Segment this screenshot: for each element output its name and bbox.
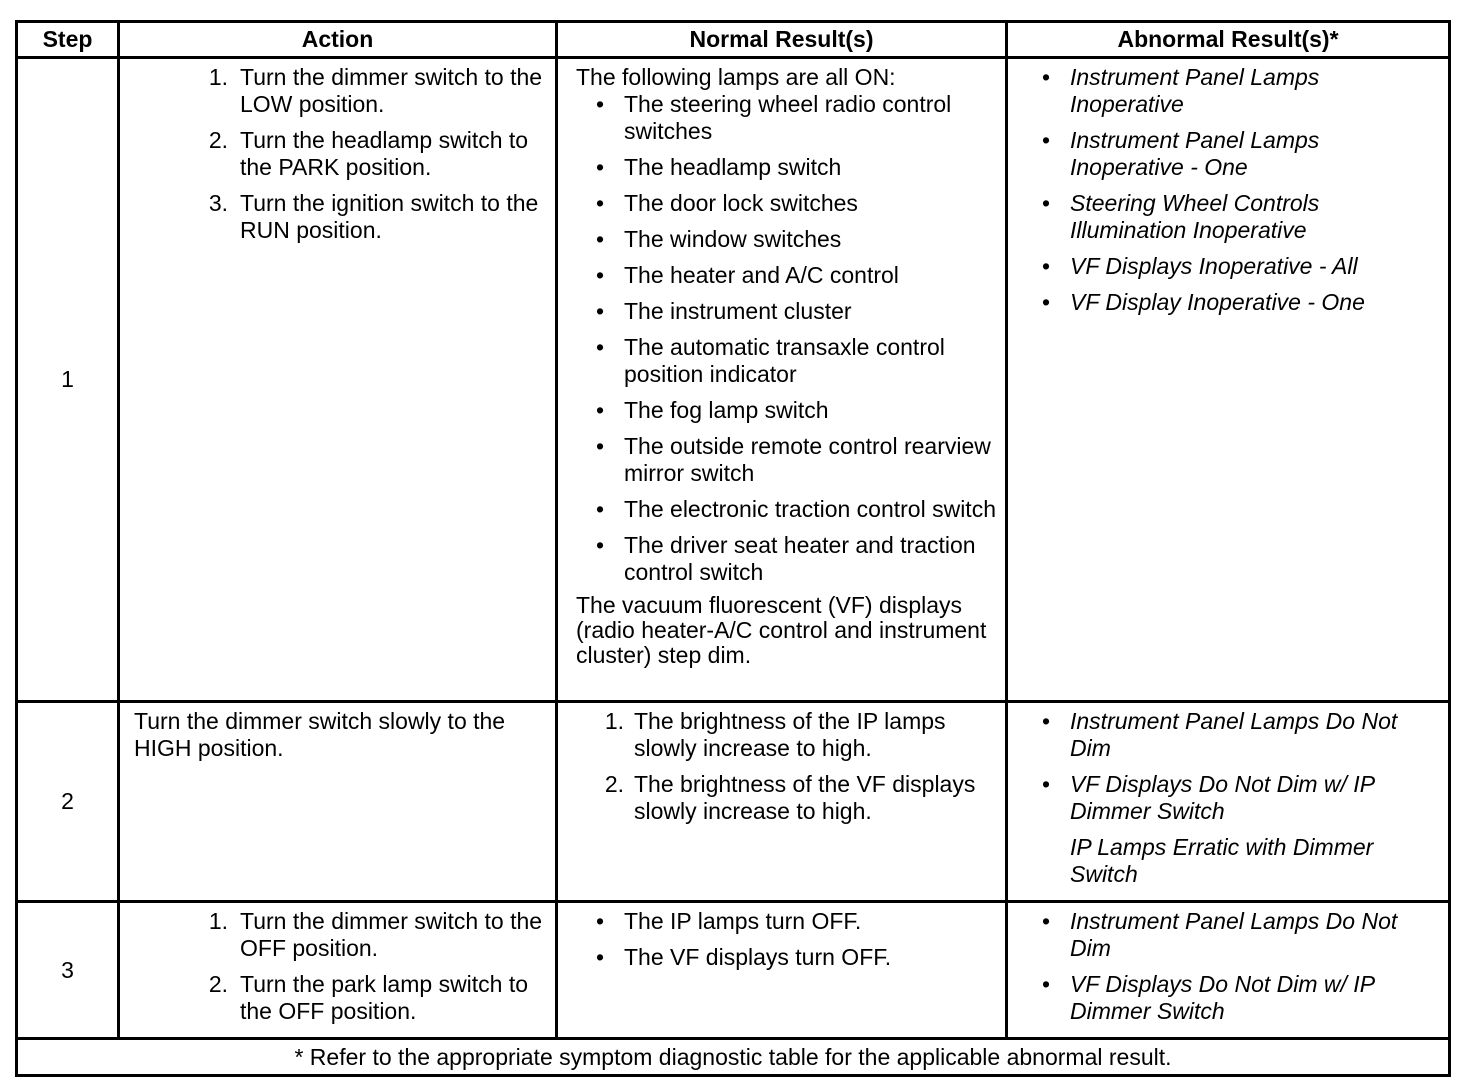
step-num: 2. xyxy=(208,127,228,153)
table-row xyxy=(17,902,1450,1039)
list-item: • The heater and A/C control xyxy=(576,262,1001,289)
step-text: Turn the park lamp switch to the OFF position. xyxy=(240,971,529,1024)
action-step xyxy=(204,190,545,244)
step-number: 1 xyxy=(17,58,119,702)
bullet-icon: • xyxy=(1041,64,1051,90)
bullet-icon: • xyxy=(1041,708,1051,734)
list-item: • Steering Wheel Controls Illumination Inoperative xyxy=(1022,190,1438,244)
footnote-row xyxy=(17,1039,1450,1076)
normal-outro: The vacuum fluorescent (VF) displays (radio heater-A/C control and instrument cluster) step dim. xyxy=(576,592,987,668)
list-item: • Instrument Panel Lamps Do Not Dim xyxy=(1022,908,1438,962)
list-item: • VF Display Inoperative - One xyxy=(1022,289,1438,316)
abnormal-cell xyxy=(1007,58,1450,702)
header-normal: Normal Result(s) xyxy=(557,22,1007,58)
step-text: Turn the dimmer switch to the OFF position. xyxy=(240,908,543,961)
bullet-icon: • xyxy=(595,298,605,324)
action-cell xyxy=(119,702,557,902)
list-item: • Instrument Panel Lamps Inoperative xyxy=(1022,64,1438,118)
list-item: • The door lock switches xyxy=(576,190,1001,217)
table-row xyxy=(17,702,1450,902)
bullet-icon: • xyxy=(595,908,605,934)
abnormal-cell xyxy=(1007,702,1450,902)
bullet-icon: • xyxy=(595,397,605,423)
header-action: Action xyxy=(119,22,557,58)
list-item: • VF Displays Do Not Dim w/ IP Dimmer Switch xyxy=(1022,971,1438,1025)
bullet-icon: • xyxy=(595,944,605,970)
bullet-icon: • xyxy=(595,91,605,117)
list-item: • The window switches xyxy=(576,226,1001,253)
bullet-icon: • xyxy=(1041,771,1051,797)
list-item: • The steering wheel radio control switches xyxy=(576,91,1001,145)
step-number: 2 xyxy=(17,702,119,902)
bullet-icon: • xyxy=(595,226,605,252)
bullet-icon: • xyxy=(1041,289,1051,315)
header-row xyxy=(17,22,1450,58)
step-num: 2. xyxy=(208,971,228,997)
bullet-icon: • xyxy=(595,334,605,360)
bullet-icon: • xyxy=(1041,971,1051,997)
step-num: 1. xyxy=(208,908,228,934)
bullet-icon: • xyxy=(595,262,605,288)
step-num: 2. xyxy=(604,771,624,797)
action-step xyxy=(204,971,545,1025)
action-step xyxy=(204,127,545,181)
list-item: • VF Displays Inoperative - All xyxy=(1022,253,1438,280)
diagnostic-table xyxy=(15,20,1451,1077)
footnote: * Refer to the appropriate symptom diagnostic table for the applicable abnormal result. xyxy=(17,1039,1450,1076)
step-text: Turn the headlamp switch to the PARK position. xyxy=(240,127,529,180)
list-item: • The automatic transaxle control position indicator xyxy=(576,334,1001,388)
bullet-icon: • xyxy=(1041,127,1051,153)
list-item: • The instrument cluster xyxy=(576,298,1001,325)
bullet-icon: • xyxy=(1041,253,1051,279)
header-step: Step xyxy=(17,22,119,58)
step-text: The brightness of the IP lamps slowly increase to high. xyxy=(634,708,946,761)
action-text: Turn the dimmer switch slowly to the HIGH position. xyxy=(134,708,506,761)
list-item: • The fog lamp switch xyxy=(576,397,1001,424)
list-item: • The electronic traction control switch xyxy=(576,496,1001,523)
bullet-icon: • xyxy=(595,154,605,180)
list-item: • The driver seat heater and traction control switch xyxy=(576,532,1001,586)
action-cell xyxy=(119,58,557,702)
step-number: 3 xyxy=(17,902,119,1039)
header-abnormal: Abnormal Result(s)* xyxy=(1007,22,1450,58)
bullet-icon: • xyxy=(1041,190,1051,216)
list-item: • The headlamp switch xyxy=(576,154,1001,181)
list-item: • The outside remote control rearview mirror switch xyxy=(576,433,1001,487)
table-row xyxy=(17,58,1450,702)
list-item: • The VF displays turn OFF. xyxy=(576,944,995,971)
list-item: • Instrument Panel Lamps Do Not Dim xyxy=(1022,708,1438,762)
normal-intro: The following lamps are all ON: xyxy=(576,64,896,90)
bullet-icon: • xyxy=(595,433,605,459)
abnormal-cell xyxy=(1007,902,1450,1039)
normal-cell xyxy=(557,702,1007,902)
step-num: 1. xyxy=(604,708,624,734)
bullet-icon: • xyxy=(1041,908,1051,934)
step-text: Turn the ignition switch to the RUN position. xyxy=(240,190,539,243)
abnormal-extra: IP Lamps Erratic with Dimmer Switch xyxy=(1070,834,1374,887)
bullet-icon: • xyxy=(595,532,605,558)
list-item: • Instrument Panel Lamps Inoperative - One xyxy=(1022,127,1438,181)
bullet-icon: • xyxy=(595,496,605,522)
list-item: • The IP lamps turn OFF. xyxy=(576,908,995,935)
action-cell xyxy=(119,902,557,1039)
step-text: The brightness of the VF displays slowly increase to high. xyxy=(634,771,976,824)
action-step xyxy=(204,908,545,962)
normal-step xyxy=(594,708,1001,762)
normal-cell xyxy=(557,902,1007,1039)
step-num: 3. xyxy=(208,190,228,216)
action-step xyxy=(204,64,545,118)
bullet-icon: • xyxy=(595,190,605,216)
list-item: • VF Displays Do Not Dim w/ IP Dimmer Switch xyxy=(1022,771,1438,825)
normal-cell xyxy=(557,58,1007,702)
step-num: 1. xyxy=(208,64,228,90)
step-text: Turn the dimmer switch to the LOW position. xyxy=(240,64,543,117)
normal-step xyxy=(594,771,1001,825)
